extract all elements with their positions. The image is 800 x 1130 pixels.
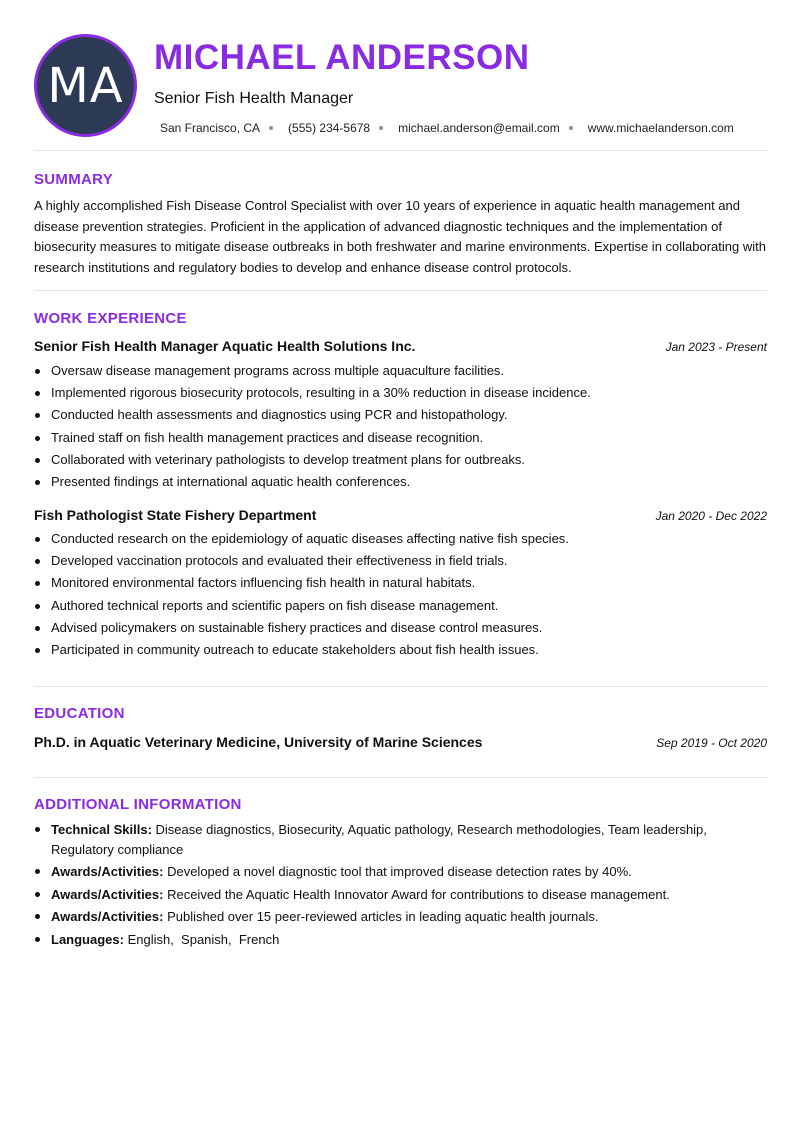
job-role: Senior Fish Health Manager Aquatic Health Solutions Inc. [34, 338, 416, 354]
list-item: Presented findings at international aquatic health conferences. [51, 471, 767, 493]
job-header [34, 507, 767, 525]
job-header [34, 338, 767, 356]
list-item: Trained staff on fish health management practices and disease recognition. [51, 427, 767, 449]
list-item: Participated in community outreach to educate stakeholders about fish health issues. [51, 639, 767, 661]
list-item [51, 930, 767, 950]
divider [34, 777, 767, 778]
list-item: Oversaw disease management programs across multiple aquaculture facilities. [51, 360, 767, 382]
contact-phone: (555) 234-5678 [288, 121, 371, 135]
list-item: Conducted health assessments and diagnostics using PCR and histopathology. [51, 404, 767, 426]
list-item [51, 907, 767, 927]
contact-location: San Francisco, CA [160, 121, 261, 135]
list-item: Collaborated with veterinary pathologists to develop treatment plans for outbreaks. [51, 449, 767, 471]
candidate-title: Senior Fish Health Manager [154, 90, 354, 107]
experience-heading: WORK EXPERIENCE [34, 310, 187, 327]
list-item: Developed vaccination protocols and evaluated their effectiveness in field trials. [51, 550, 767, 572]
job-role: Fish Pathologist State Fishery Department [34, 507, 317, 523]
separator-dot-icon [379, 126, 383, 130]
list-item [51, 862, 767, 882]
education-entry [34, 734, 767, 752]
resume-header [34, 34, 767, 138]
summary-text: A highly accomplished Fish Disease Control Specialist with over 10 years of experience in aquatic health management and disease prevention strategies. Proficient in the application of advanced diagnostic techniques and the implementation of biosecurity measures to mitigate disease outbreaks in both freshwater and marine environments. Expertise in collaborating with research institutions and regulatory bodies to develop and enhance disease control protocols. [34, 198, 766, 275]
item-label: Awards/Activities: [51, 886, 164, 902]
divider [34, 290, 767, 291]
job-bullets [51, 360, 767, 493]
job-dates: Jan 2023 - Present [665, 340, 767, 354]
list-item [51, 885, 767, 905]
item-text: Disease diagnostics, Biosecurity, Aquatic pathology, Research methodologies, Team leadership, Regulatory compliance [51, 822, 707, 857]
degree: Ph.D. in Aquatic Veterinary Medicine, University of Marine Sciences [34, 734, 483, 750]
education-heading: EDUCATION [34, 705, 125, 722]
summary-heading: SUMMARY [34, 171, 114, 188]
additional-list [51, 820, 767, 952]
divider [34, 686, 767, 687]
item-text: Published over 15 peer-reviewed articles in leading aquatic health journals. [163, 909, 599, 924]
job-bullets [51, 528, 767, 661]
item-text: Developed a novel diagnostic tool that improved disease detection rates by 40%. [163, 864, 632, 879]
list-item: Authored technical reports and scientific papers on fish disease management. [51, 595, 767, 617]
list-item: Advised policymakers on sustainable fishery practices and disease control measures. [51, 617, 767, 639]
candidate-name: MICHAEL ANDERSON [154, 38, 530, 77]
separator-dot-icon [269, 126, 273, 130]
separator-dot-icon [569, 126, 573, 130]
item-label: Languages: [51, 931, 124, 947]
item-text: English, Spanish, French [123, 931, 280, 947]
list-item: Conducted research on the epidemiology of aquatic diseases affecting native fish species. [51, 528, 767, 550]
contact-bar [160, 121, 734, 135]
list-item: Implemented rigorous biosecurity protocols, resulting in a 30% reduction in disease incidence. [51, 382, 767, 404]
divider [34, 150, 767, 151]
item-text: Received the Aquatic Health Innovator Award for contributions to disease management. [163, 886, 670, 902]
contact-email[interactable]: michael.anderson@email.com [398, 121, 560, 135]
avatar: MA [34, 34, 137, 137]
contact-website[interactable]: www.michaelanderson.com [587, 121, 734, 135]
job-dates: Jan 2020 - Dec 2022 [655, 509, 767, 523]
item-label: Awards/Activities: [51, 909, 164, 924]
education-dates: Sep 2019 - Oct 2020 [656, 736, 767, 750]
list-item [51, 820, 767, 859]
additional-heading: ADDITIONAL INFORMATION [34, 796, 242, 813]
item-label: Awards/Activities: [51, 864, 164, 879]
item-label: Technical Skills: [51, 822, 152, 837]
list-item: Monitored environmental factors influencing fish health in natural habitats. [51, 572, 767, 594]
